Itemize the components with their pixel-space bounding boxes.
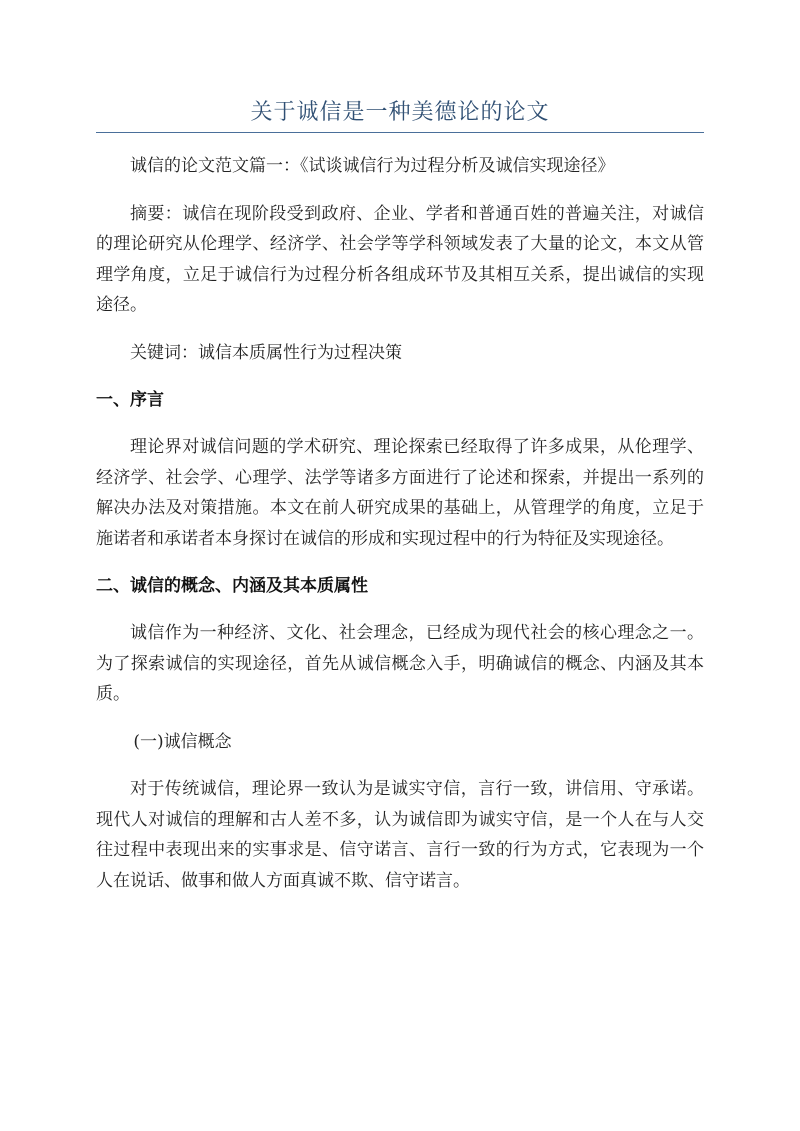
- concept-paragraph: 诚信作为一种经济、文化、社会理念，已经成为现代社会的核心理念之一。为了探索诚信的实现途径，首先从诚信概念入手，明确诚信的概念、内涵及其本质。: [96, 623, 704, 704]
- subsection-heading-concept: (一)诚信概念: [133, 731, 232, 752]
- document-title: 关于诚信是一种美德论的论文: [250, 100, 550, 125]
- section-heading-concept: 二、诚信的概念、内涵及其本质属性: [96, 576, 368, 596]
- concept-definition-paragraph: 对于传统诚信，理论界一致认为是诚实守信，言行一致，讲信用、守承诺。现代人对诚信的理解和古人差不多，认为诚信即为诚实守信，是一个人在与人交往过程中表现出来的实事求是、信守诺言、言行一致的行为方式，它表现为一个人在说话、做事和做人方面真诚不欺、信守诺言。: [96, 779, 704, 891]
- section-heading-preface: 一、序言: [96, 390, 164, 410]
- subtitle-line: 诚信的论文范文篇一：《试谈诚信行为过程分析及诚信实现途径》: [130, 156, 615, 176]
- abstract-paragraph: 摘要：诚信在现阶段受到政府、企业、学者和普通百姓的普遍关注，对诚信的理论研究从伦理学、经济学、社会学等学科领域发表了大量的论文，本文从管理学角度，立足于诚信行为过程分析各组成环节及其相互关系，提出诚信的实现途径。: [96, 203, 704, 315]
- document-body: [96, 151, 704, 896]
- title-underline: [96, 132, 704, 133]
- preface-paragraph: 理论界对诚信问题的学术研究、理论探索已经取得了许多成果，从伦理学、经济学、社会学、心理学、法学等诸多方面进行了论述和探索，并提出一系列的解决办法及对策措施。本文在前人研究成果的基础上，从管理学的角度，立足于施诺者和承诺者本身探讨在诚信的形成和实现过程中的行为特征及实现途径。: [96, 437, 704, 549]
- keywords-line: 关键词：诚信本质属性行为过程决策: [130, 342, 402, 363]
